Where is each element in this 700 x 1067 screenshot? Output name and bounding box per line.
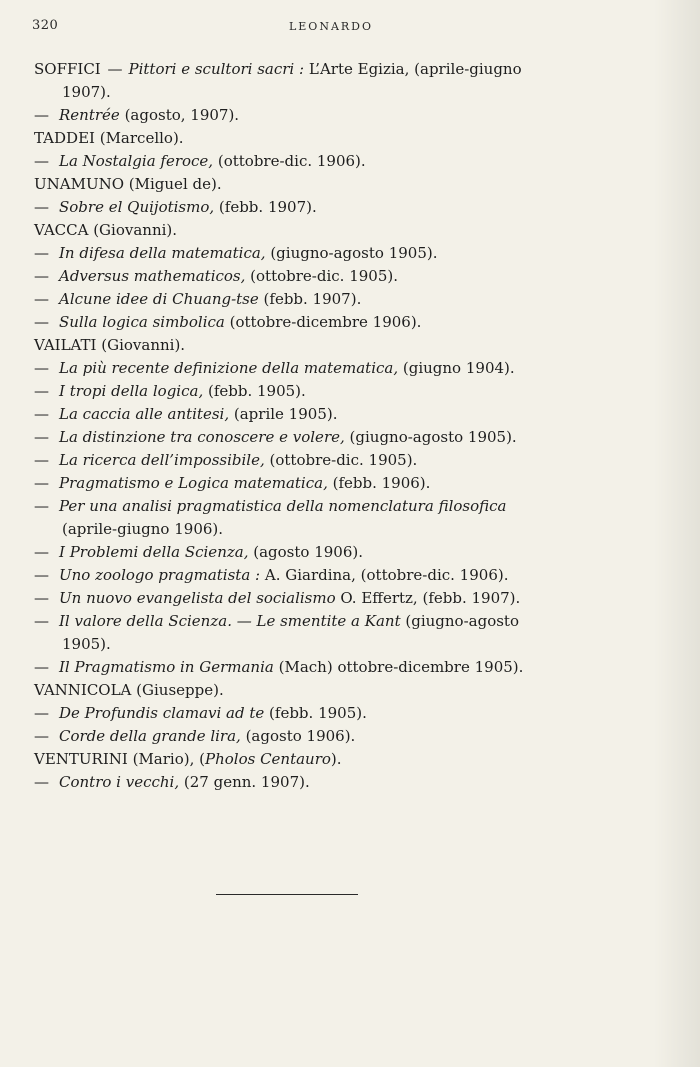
bibliography-entry <box>34 58 574 81</box>
work-title: Corde della grande lira, <box>59 727 241 745</box>
work-title: Sobre el Quijotismo, <box>59 198 215 216</box>
work-title: La ricerca dell’impossibile, <box>59 451 265 469</box>
work-title: De Profundis clamavi ad te <box>59 704 265 722</box>
entry-continuation: 1907). <box>62 83 111 101</box>
work-details: (ottobre-dic. 1905). <box>264 451 418 469</box>
author-heading <box>34 748 574 771</box>
bibliography-entry <box>34 403 574 426</box>
work-details: (febb. 1907). <box>258 290 362 308</box>
entry-dash: — <box>34 244 49 262</box>
work-details: (febb. 1907). <box>214 198 317 216</box>
author-name: VENTURINI (Mario), ( <box>34 750 205 768</box>
author-heading: UNAMUNO (Miguel de). <box>34 175 222 193</box>
entry-dash: — <box>34 313 49 331</box>
bibliography-entry <box>34 656 574 679</box>
entry-dash: — <box>34 382 49 400</box>
work-title: La caccia alle antitesi, <box>59 405 230 423</box>
running-title: LEONARDO <box>288 20 374 33</box>
entry-dash: — <box>34 359 49 377</box>
bibliography-entry <box>34 196 574 219</box>
bibliography-entry <box>34 610 574 633</box>
author-heading: VANNICOLA (Giuseppe). <box>34 681 224 699</box>
work-details: (agosto 1906). <box>248 543 363 561</box>
work-details: (27 genn. 1907). <box>179 773 310 791</box>
page-header <box>32 18 630 38</box>
bibliography-entry <box>34 495 574 518</box>
entry-dash: — <box>34 612 49 630</box>
bibliography-entry <box>34 242 574 265</box>
entry-dash: — <box>34 106 49 124</box>
work-title: Sulla logica simbolica <box>59 313 225 331</box>
author-name: SOFFICI <box>34 60 101 78</box>
work-details: (giugno-agosto 1905). <box>344 428 517 446</box>
work-details: L’Arte Egizia, (aprile-giugno <box>304 60 522 78</box>
bibliography-entry <box>34 725 574 748</box>
work-title: Uno zoologo pragmatista : <box>59 566 261 584</box>
entry-dash: — <box>34 543 49 561</box>
author-heading: VAILATI (Giovanni). <box>34 336 186 354</box>
bibliography-entry <box>34 311 574 334</box>
work-details: (giugno-agosto <box>400 612 519 630</box>
entry-continuation: (aprile-giugno 1906). <box>62 520 224 538</box>
work-title: Un nuovo evangelista del socialismo <box>59 589 336 607</box>
entry-dash: — <box>34 658 49 676</box>
entry-dash: — <box>34 566 49 584</box>
entry-dash: — <box>34 152 49 170</box>
entry-dash: — <box>34 727 49 745</box>
bibliography-entry <box>34 702 574 725</box>
work-title: La Nostalgia feroce, <box>59 152 214 170</box>
entry-dash: — <box>34 290 49 308</box>
work-title: Adversus mathematicos, <box>59 267 246 285</box>
work-details: (Mach) ottobre-dicembre 1905). <box>273 658 524 676</box>
bibliography-entry <box>34 265 574 288</box>
author-suffix: ). <box>330 750 342 768</box>
work-details: (giugno 1904). <box>398 359 515 377</box>
bibliography-entry <box>34 541 574 564</box>
bibliography-entry <box>34 357 574 380</box>
bibliography-entry <box>34 449 574 472</box>
bibliography-entry <box>34 104 574 127</box>
bibliography-entry <box>34 380 574 403</box>
bibliography-entry <box>34 150 574 173</box>
work-title: Il Pragmatismo in Germania <box>59 658 274 676</box>
bibliography-entry <box>34 587 574 610</box>
entry-dash: — <box>107 60 123 78</box>
author-heading: VACCA (Giovanni). <box>34 221 178 239</box>
work-title: La distinzione tra conoscere e volere, <box>59 428 345 446</box>
work-title: Per una analisi pragmatistica della nomenclatura filosofica <box>59 497 507 515</box>
entry-dash: — <box>34 589 49 607</box>
work-details: (febb. 1905). <box>264 704 367 722</box>
work-title: Il valore della Scienza. — Le smentite a Kant <box>59 612 401 630</box>
entry-dash: — <box>34 773 49 791</box>
end-rule <box>216 894 358 895</box>
entry-dash: — <box>34 198 49 216</box>
work-details: (ottobre-dic. 1906). <box>213 152 366 170</box>
page-number: 320 <box>32 18 59 33</box>
entry-dash: — <box>34 267 49 285</box>
work-details: (ottobre-dicembre 1906). <box>224 313 422 331</box>
entry-continuation: 1905). <box>62 635 111 653</box>
work-title: Pragmatismo e Logica matematica, <box>59 474 328 492</box>
work-details: (febb. 1905). <box>203 382 306 400</box>
work-details: O. Effertz, (febb. 1907). <box>335 589 521 607</box>
work-title: Alcune idee di Chuang-tse <box>59 290 259 308</box>
work-details: (agosto 1906). <box>240 727 356 745</box>
entry-dash: — <box>34 451 49 469</box>
bibliography-list <box>34 58 574 794</box>
entry-dash: — <box>34 704 49 722</box>
work-details: A. Giardina, (ottobre-dic. 1906). <box>260 566 509 584</box>
page-edge-shadow <box>654 0 700 1067</box>
entry-dash: — <box>34 428 49 446</box>
work-details: (febb. 1906). <box>327 474 431 492</box>
work-details: (ottobre-dic. 1905). <box>245 267 398 285</box>
work-title: I Problemi della Scienza, <box>59 543 249 561</box>
pseudonym: Pholos Centauro <box>204 750 331 768</box>
entry-dash: — <box>34 474 49 492</box>
work-title: Pittori e scultori sacri : <box>128 60 305 78</box>
bibliography-entry <box>34 426 574 449</box>
work-title: La più recente definizione della matematica, <box>59 359 399 377</box>
bibliography-entry <box>34 771 574 794</box>
entry-dash: — <box>34 497 49 515</box>
entry-dash: — <box>34 405 49 423</box>
work-title: In difesa della matematica, <box>59 244 266 262</box>
bibliography-entry <box>34 564 574 587</box>
work-title: Contro i vecchi, <box>59 773 180 791</box>
work-title: Rentrée <box>59 106 120 124</box>
work-details: (aprile 1905). <box>229 405 338 423</box>
work-details: (agosto, 1907). <box>119 106 240 124</box>
author-heading: TADDEI (Marcello). <box>34 129 184 147</box>
bibliography-entry <box>34 472 574 495</box>
work-title: I tropi della logica, <box>59 382 204 400</box>
work-details: (giugno-agosto 1905). <box>265 244 438 262</box>
bibliography-entry <box>34 288 574 311</box>
